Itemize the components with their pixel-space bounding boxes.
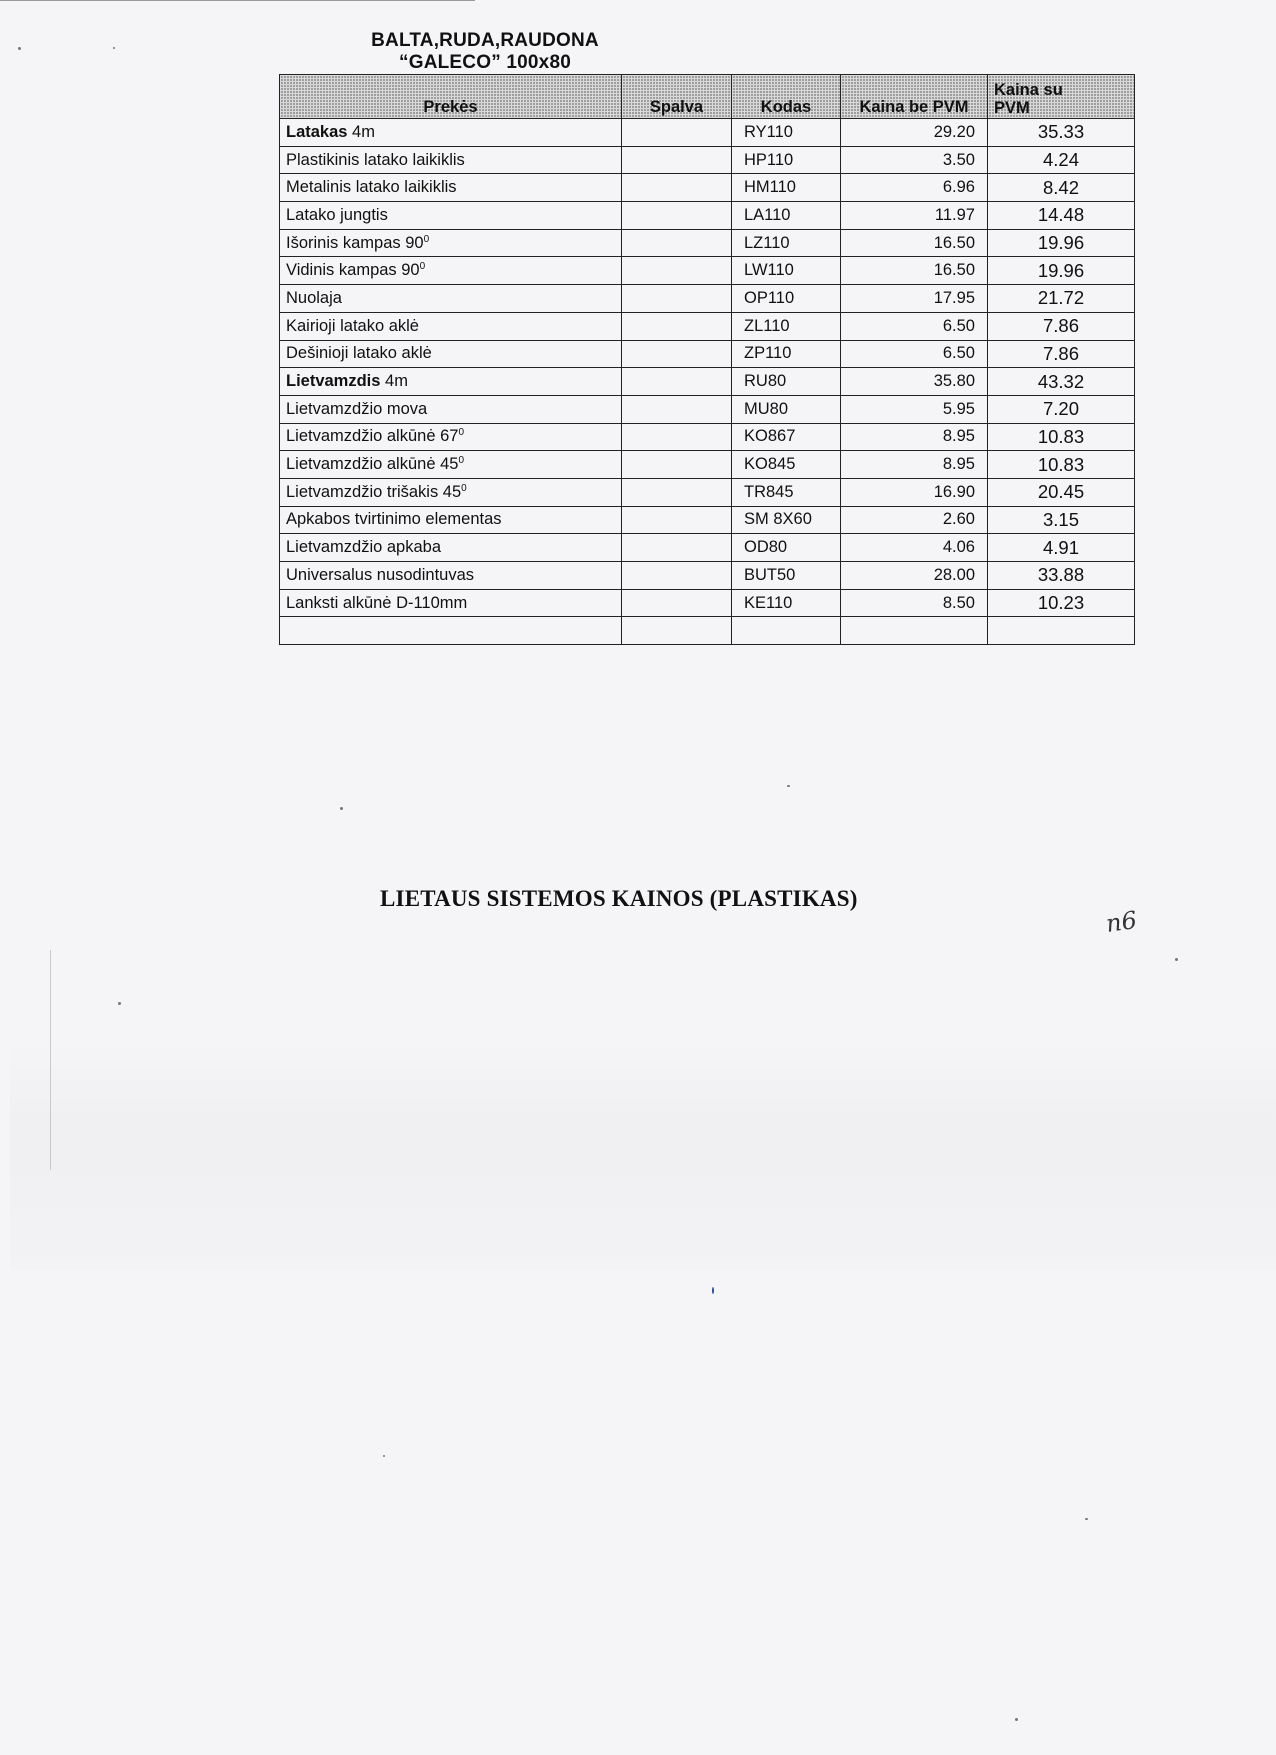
table-row — [280, 395, 1135, 423]
table-row — [280, 229, 1135, 257]
table-row — [280, 119, 1135, 147]
color-cell — [622, 312, 732, 340]
price-without-vat: 28.00 — [841, 562, 988, 590]
table-row — [280, 340, 1135, 368]
color-cell — [622, 146, 732, 174]
table-row — [280, 589, 1135, 617]
product-code: LW110 — [732, 257, 841, 285]
price-with-vat: 4.91 — [988, 534, 1135, 562]
product-size: 4m — [347, 122, 375, 141]
empty-cell — [988, 617, 1135, 645]
color-cell — [622, 395, 732, 423]
price-with-vat: 10.23 — [988, 589, 1135, 617]
scan-speck — [113, 47, 115, 49]
product-code: BUT50 — [732, 562, 841, 590]
price-without-vat: 29.20 — [841, 119, 988, 147]
product-name-cell — [280, 368, 622, 396]
product-code: KO845 — [732, 451, 841, 479]
product-name: Nuolaja — [286, 288, 342, 307]
product-name-cell — [280, 451, 622, 479]
product-code: HP110 — [732, 146, 841, 174]
product-name: Universalus nusodintuvas — [286, 565, 475, 584]
product-name-cell — [280, 395, 622, 423]
color-cell — [622, 534, 732, 562]
empty-row — [280, 617, 1135, 645]
product-name: Lietvamzdis — [286, 372, 381, 391]
scan-edge-mark — [50, 950, 51, 1170]
product-code: LZ110 — [732, 229, 841, 257]
scan-speck — [1175, 958, 1178, 961]
price-without-vat: 6.96 — [841, 174, 988, 202]
price-with-vat: 19.96 — [988, 229, 1135, 257]
price-list-heading — [280, 30, 690, 74]
empty-cell — [622, 617, 732, 645]
price-without-vat: 6.50 — [841, 340, 988, 368]
product-name: Latako jungtis — [286, 205, 388, 224]
color-cell — [622, 368, 732, 396]
header-product: Prekės — [280, 75, 622, 119]
product-name-cell — [280, 119, 622, 147]
product-name-cell — [280, 423, 622, 451]
product-name: Išorinis kampas 90 — [286, 233, 424, 252]
price-table — [279, 74, 1135, 645]
product-name: Kairioji latako aklė — [286, 316, 419, 335]
color-cell — [622, 478, 732, 506]
product-name: Dešinioji latako aklė — [286, 344, 432, 363]
price-with-vat: 21.72 — [988, 285, 1135, 313]
header-code: Kodas — [732, 75, 841, 119]
scan-speck — [712, 1287, 714, 1294]
product-name: Apkabos tvirtinimo elementas — [286, 510, 502, 529]
product-name-cell — [280, 478, 622, 506]
color-cell — [622, 229, 732, 257]
color-cell — [622, 285, 732, 313]
heading-colors: BALTA,RUDA,RAUDONA — [371, 30, 599, 51]
scan-speck — [787, 785, 790, 787]
table-body — [280, 119, 1135, 645]
header-price-with-vat-line2: PVM — [994, 99, 1030, 117]
product-size: 4m — [380, 372, 408, 391]
empty-cell — [732, 617, 841, 645]
price-with-vat: 19.96 — [988, 257, 1135, 285]
scan-shading — [10, 1040, 1276, 1270]
product-name: Metalinis latako laikiklis — [286, 178, 457, 197]
table-row — [280, 285, 1135, 313]
price-with-vat: 20.45 — [988, 478, 1135, 506]
price-with-vat: 35.33 — [988, 119, 1135, 147]
color-cell — [622, 506, 732, 534]
product-name-cell — [280, 257, 622, 285]
product-name: Latakas — [286, 122, 348, 141]
product-code: ZP110 — [732, 340, 841, 368]
price-without-vat: 4.06 — [841, 534, 988, 562]
product-name-cell — [280, 146, 622, 174]
price-with-vat: 4.24 — [988, 146, 1135, 174]
product-name-cell — [280, 589, 622, 617]
color-cell — [622, 562, 732, 590]
price-without-vat: 8.95 — [841, 423, 988, 451]
table-row — [280, 478, 1135, 506]
table-row — [280, 257, 1135, 285]
product-code: SM 8X60 — [732, 506, 841, 534]
color-cell — [622, 119, 732, 147]
empty-cell — [841, 617, 988, 645]
product-name: Lietvamzdžio alkūnė 45 — [286, 455, 459, 474]
degree-superscript: 0 — [461, 482, 467, 494]
scan-edge-line — [0, 0, 475, 1]
product-code: KE110 — [732, 589, 841, 617]
product-name-cell — [280, 562, 622, 590]
product-code: MU80 — [732, 395, 841, 423]
scan-speck — [340, 807, 343, 810]
product-code: ZL110 — [732, 312, 841, 340]
product-name-cell — [280, 340, 622, 368]
empty-cell — [280, 617, 622, 645]
price-with-vat: 3.15 — [988, 506, 1135, 534]
product-name: Lanksti alkūnė D-110mm — [286, 593, 468, 612]
color-cell — [622, 423, 732, 451]
color-cell — [622, 174, 732, 202]
product-name-cell — [280, 174, 622, 202]
product-name: Lietvamzdžio alkūnė 67 — [286, 427, 459, 446]
price-without-vat: 3.50 — [841, 146, 988, 174]
product-name: Lietvamzdžio mova — [286, 399, 428, 418]
product-name-cell — [280, 229, 622, 257]
scan-speck — [1015, 1718, 1018, 1721]
product-code: TR845 — [732, 478, 841, 506]
price-without-vat: 5.95 — [841, 395, 988, 423]
price-without-vat: 2.60 — [841, 506, 988, 534]
price-without-vat: 17.95 — [841, 285, 988, 313]
product-code: KO867 — [732, 423, 841, 451]
table-row — [280, 534, 1135, 562]
product-name: Lietvamzdžio apkaba — [286, 538, 442, 557]
table-row — [280, 451, 1135, 479]
heading-product-line: “GALECO” 100x80 — [399, 52, 571, 73]
price-with-vat: 14.48 — [988, 202, 1135, 230]
product-name-cell — [280, 534, 622, 562]
header-price-with-vat-line1: Kaina su — [994, 81, 1063, 99]
price-with-vat: 33.88 — [988, 562, 1135, 590]
product-code: RU80 — [732, 368, 841, 396]
price-without-vat: 6.50 — [841, 312, 988, 340]
price-without-vat: 35.80 — [841, 368, 988, 396]
product-name: Lietvamzdžio trišakis 45 — [286, 482, 462, 501]
price-with-vat: 8.42 — [988, 174, 1135, 202]
price-without-vat: 16.90 — [841, 478, 988, 506]
scan-speck — [118, 1002, 121, 1005]
price-with-vat: 7.20 — [988, 395, 1135, 423]
product-name-cell — [280, 285, 622, 313]
degree-superscript: 0 — [419, 261, 426, 273]
table-row — [280, 506, 1135, 534]
product-name: Plastikinis latako laikiklis — [286, 150, 465, 169]
color-cell — [622, 451, 732, 479]
color-cell — [622, 589, 732, 617]
table-row — [280, 562, 1135, 590]
price-with-vat: 7.86 — [988, 340, 1135, 368]
scan-speck — [383, 1455, 385, 1457]
product-code: OP110 — [732, 285, 841, 313]
scan-speck — [18, 47, 21, 50]
header-price-with-vat — [988, 75, 1135, 119]
degree-superscript: 0 — [458, 455, 464, 467]
table-row — [280, 368, 1135, 396]
price-without-vat: 16.50 — [841, 229, 988, 257]
header-price-without-vat: Kaina be PVM — [841, 75, 988, 119]
table-row — [280, 174, 1135, 202]
scan-speck — [1085, 1518, 1088, 1520]
product-code: HM110 — [732, 174, 841, 202]
price-with-vat: 10.83 — [988, 451, 1135, 479]
product-code: OD80 — [732, 534, 841, 562]
price-with-vat: 43.32 — [988, 368, 1135, 396]
product-name-cell — [280, 312, 622, 340]
degree-superscript: 0 — [458, 427, 464, 439]
degree-superscript: 0 — [423, 233, 430, 245]
price-without-vat: 8.50 — [841, 589, 988, 617]
product-name: Vidinis kampas 90 — [286, 261, 420, 280]
color-cell — [622, 340, 732, 368]
header-color: Spalva — [622, 75, 732, 119]
table-header-row — [280, 75, 1135, 119]
color-cell — [622, 202, 732, 230]
handwritten-mark: n6 — [1104, 905, 1139, 939]
price-with-vat: 10.83 — [988, 423, 1135, 451]
table-row — [280, 423, 1135, 451]
table-row — [280, 202, 1135, 230]
price-without-vat: 8.95 — [841, 451, 988, 479]
product-name-cell — [280, 202, 622, 230]
price-with-vat: 7.86 — [988, 312, 1135, 340]
color-cell — [622, 257, 732, 285]
product-code: LA110 — [732, 202, 841, 230]
section-title: LIETAUS SISTEMOS KAINOS (PLASTIKAS) — [380, 886, 858, 911]
price-without-vat: 11.97 — [841, 202, 988, 230]
price-without-vat: 16.50 — [841, 257, 988, 285]
table-row — [280, 146, 1135, 174]
product-code: RY110 — [732, 119, 841, 147]
table-row — [280, 312, 1135, 340]
product-name-cell — [280, 506, 622, 534]
